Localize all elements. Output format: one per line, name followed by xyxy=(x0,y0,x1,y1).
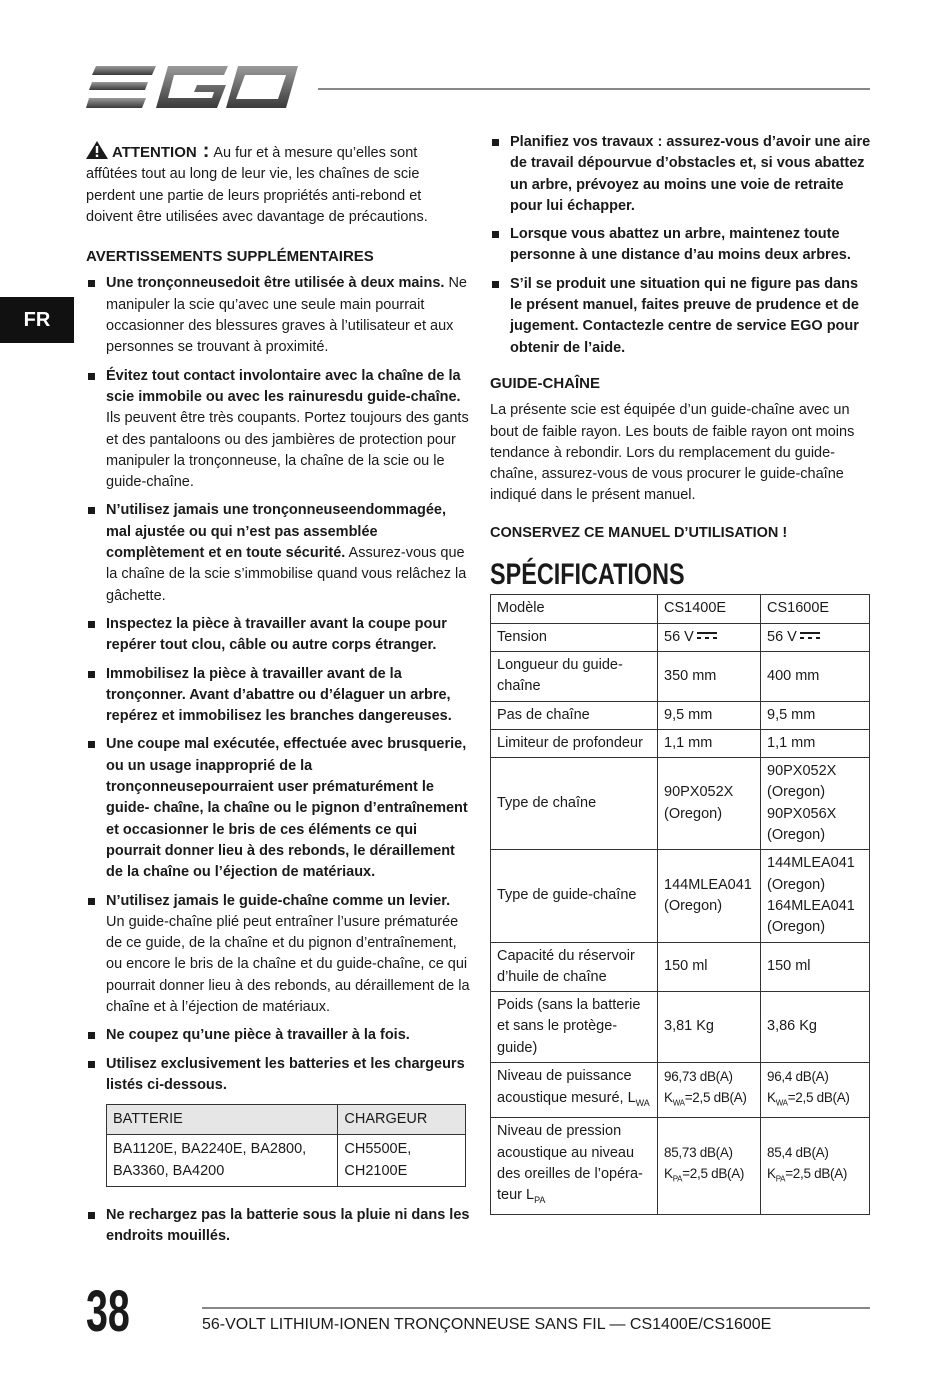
table-header-charger: CHARGEUR xyxy=(338,1105,466,1135)
table-header-battery: BATTERIE xyxy=(107,1105,338,1135)
specifications-table xyxy=(490,594,870,1215)
table-row: Capacité du réservoir d’huile de chaîne 150 ml 150 ml xyxy=(491,942,870,992)
bullet-square-icon xyxy=(88,1032,95,1039)
dc-current-icon xyxy=(800,632,820,639)
attention-paragraph xyxy=(86,141,470,228)
footer-title: 56-VOLT LITHIUM-IONEN TRONÇONNEUSE SANS FIL — CS1400E/CS1600E xyxy=(202,1316,772,1333)
page-number: 38 xyxy=(86,1279,130,1344)
list-item: Ne coupez qu’une pièce à travailler à la fois. xyxy=(86,1025,470,1046)
dc-current-icon xyxy=(697,632,717,639)
language-tab: FR xyxy=(0,297,74,343)
table-row: Type de guide-chaîne 144MLEA041 (Oregon) 144MLEA041 (Oregon) 164MLEA041 (Oregon) xyxy=(491,850,870,942)
list-item: S’il se produit une situation qui ne figure pas dans le présent manuel, faites preuve de prudence et de jugement. Contactezle centre de service EGO pour obtenir de l’aide. xyxy=(490,274,872,359)
right-warnings-list xyxy=(490,132,872,359)
bullet-square-icon xyxy=(88,898,95,905)
attention-text: Au fur et à mesure qu’elles sont affûtées tout au long de leur vie, les chaînes de scie perdent une partie de leurs propriétés anti-rebond et doivent être utilisées avec davantage de précautions. xyxy=(86,145,428,225)
ego-logo xyxy=(86,62,298,114)
bullet-square-icon xyxy=(492,139,499,146)
list-item: N’utilisez jamais une tronçonneuseendommagée, mal ajustée ou qui n’est pas assemblée complètement et en toute sécurité. Assurez-vous que la chaîne de la scie s’immobilise quand vous relâchez la gâchette. xyxy=(86,500,470,606)
charger-models-cell: CH5500E, CH2100E xyxy=(338,1135,466,1187)
bullet-square-icon xyxy=(88,280,95,287)
list-item: Planifiez vos travaux : assurez-vous d’avoir une aire de travail dépourvue d’obstacles et, si vous abattez un arbre, prévoyez au moins une voie de retraite pour lui échapper. xyxy=(490,132,872,217)
list-item: Évitez tout contact involontaire avec la chaîne de la scie immobile ou avec les rainuresdu guide-chaîne. Ils peuvent être très coupants. Portez toujours des gants et des pantaloons ou des jambières de protection pour manipuler la tronçonneuse, la chaîne de la scie ou le guide-chaîne. xyxy=(86,366,470,494)
list-item: N’utilisez jamais le guide-chaîne comme un levier. Un guide-chaîne plié peut entraîner l’usure prématurée de ce guide, de la chaîne et du pignon d’entraînement, ou encore le bris de la chaîne et du guide-chaîne, ce qui pourrait donner lieu à des rebonds, au déraillement de la chaîne et à l’éjection de matériaux. xyxy=(86,891,470,1019)
table-row: Pas de chaîne 9,5 mm 9,5 mm xyxy=(491,701,870,729)
table-row: Tension 56 V 56 V xyxy=(491,623,870,651)
table-row xyxy=(107,1135,466,1187)
bullet-square-icon xyxy=(88,1061,95,1068)
bullet-square-icon xyxy=(88,621,95,628)
table-row: Type de chaîne 90PX052X (Oregon) 90PX052X (Oregon) 90PX056X (Oregon) xyxy=(491,758,870,850)
bullet-square-icon xyxy=(88,507,95,514)
table-row: Poids (sans la batterie et sans le protège-guide) 3,81 Kg 3,86 Kg xyxy=(491,992,870,1063)
save-manual-note: CONSERVEZ CE MANUEL D’UTILISATION ! xyxy=(490,524,788,541)
battery-charger-table xyxy=(106,1104,466,1187)
bullet-square-icon xyxy=(88,1212,95,1219)
warning-triangle-icon xyxy=(86,141,108,159)
table-row: Niveau de pression acoustique au niveau des oreilles de l’opéra-teur $L_{PA}$ 85,73 dB(A) $K_{PA}=2,5$ dB(A) 85,4 dB(A) $K_{PA}=2,5$ dB(A) xyxy=(491,1118,870,1215)
list-item: Ne rechargez pas la batterie sous la pluie ni dans les endroits mouillés. xyxy=(86,1205,470,1248)
attention-colon: : xyxy=(202,140,210,162)
footer-rule xyxy=(202,1307,870,1309)
table-row: Limiteur de profondeur 1,1 mm 1,1 mm xyxy=(491,729,870,757)
bullet-square-icon xyxy=(88,373,95,380)
table-row: Longueur du guide-chaîne 350 mm 400 mm xyxy=(491,651,870,701)
right-column xyxy=(490,132,872,1215)
bullet-square-icon xyxy=(88,671,95,678)
bullet-square-icon xyxy=(88,741,95,748)
guide-chaine-heading: GUIDE-CHAÎNE xyxy=(490,374,601,392)
specifications-title: SPÉCIFICATIONS xyxy=(490,558,685,592)
list-item: Utilisez exclusivement les batteries et les chargeurs listés ci-dessous. xyxy=(86,1054,470,1097)
attention-label: ATTENTION xyxy=(112,144,197,161)
left-column xyxy=(86,141,470,1255)
bullet-square-icon xyxy=(492,231,499,238)
table-row: Modèle CS1400E CS1600E xyxy=(491,595,870,623)
list-item: Inspectez la pièce à travailler avant la coupe pour repérer tout clou, câble ou autre corps étranger. xyxy=(86,614,470,657)
battery-models-cell: BA1120E, BA2240E, BA2800, BA3360, BA4200 xyxy=(107,1135,338,1187)
warnings-list xyxy=(86,273,470,1096)
header-rule xyxy=(318,88,870,90)
list-item: Immobilisez la pièce à travailler avant de la tronçonner. Avant d’abattre ou d’élaguer un arbre, repérez et immobilisez les branches dangereuses. xyxy=(86,664,470,728)
table-row: Niveau de puissance acoustique mesuré, $L_{WA}$ 96,73 dB(A) $K_{WA}=2,5$ dB(A) 96,4 dB(A) $K_{WA}=2,5$ dB(A) xyxy=(491,1062,870,1117)
guide-chaine-text: La présente scie est équipée d’un guide-chaîne avec un bout de faible rayon. Les bouts de faible rayon ont moins tendance à rebondir. Lors du remplacement du guide-chaîne, assurez-vous de vous procurer le guide-chaîne indiqué dans le présent manuel. xyxy=(490,402,855,504)
list-item: Une tronçonneusedoit être utilisée à deux mains. Ne manipuler la scie qu’avec une seule main pourrait occasionner des blessures graves à l’utilisateur et aux personnes se trouvant à proximité. xyxy=(86,273,470,358)
additional-warnings-heading: AVERTISSEMENTS SUPPLÉMENTAIRES xyxy=(86,248,374,266)
warnings-list-end xyxy=(86,1205,470,1248)
list-item: Lorsque vous abattez un arbre, maintenez toute personne à une distance d’au moins deux arbres. xyxy=(490,224,872,267)
list-item: Une coupe mal exécutée, effectuée avec brusquerie, ou un usage inapproprié de la tronçonneusepourraient user prématurément le guide- chaîne, la chaîne ou le pignon d’entraînement et occasionner le bris de ces éléments ce qui pourrait donner lieu à des rebonds, le déraillement de la chaîne ou l’éjection de matériaux. xyxy=(86,734,470,883)
bullet-square-icon xyxy=(492,281,499,288)
